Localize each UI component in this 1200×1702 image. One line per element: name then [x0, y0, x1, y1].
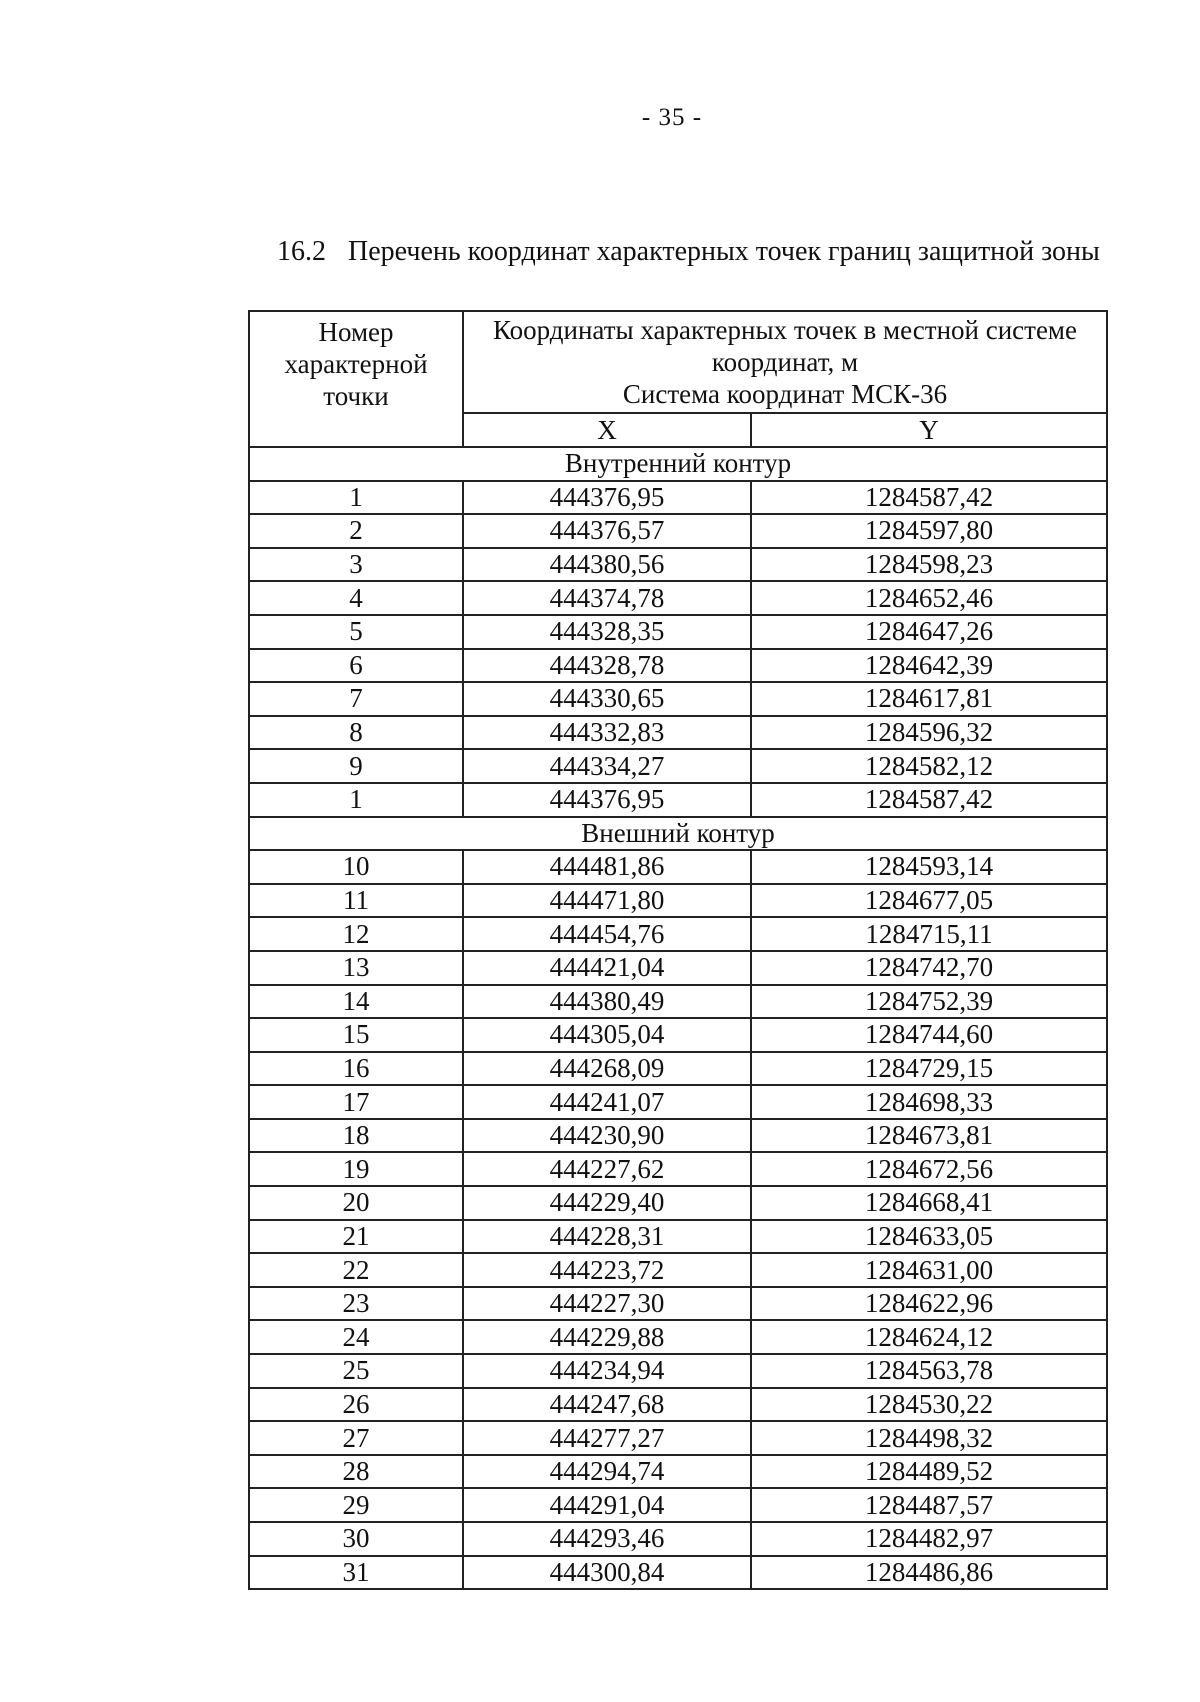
point-number-cell: 10	[249, 850, 463, 884]
y-coordinate-cell: 1284617,81	[751, 682, 1107, 716]
y-coordinate-cell: 1284673,81	[751, 1119, 1107, 1153]
point-number-cell: 12	[249, 917, 463, 951]
x-coordinate-cell: 444268,09	[463, 1052, 751, 1086]
header-point-line: точки	[323, 381, 389, 411]
point-number-cell: 28	[249, 1455, 463, 1489]
x-coordinate-cell: 444481,86	[463, 850, 751, 884]
x-coordinate-cell: 444380,49	[463, 985, 751, 1019]
y-coordinate-cell: 1284498,32	[751, 1421, 1107, 1455]
table-row	[249, 649, 1107, 683]
x-coordinate-cell: 444421,04	[463, 951, 751, 985]
x-coordinate-cell: 444300,84	[463, 1556, 751, 1590]
point-number-cell: 3	[249, 548, 463, 582]
table-row	[249, 1085, 1107, 1119]
x-coordinate-cell: 444228,31	[463, 1220, 751, 1254]
y-coordinate-cell: 1284647,26	[751, 615, 1107, 649]
point-number-cell: 6	[249, 649, 463, 683]
point-number-cell: 25	[249, 1354, 463, 1388]
section-number: 16.2	[277, 236, 326, 267]
y-coordinate-cell: 1284487,57	[751, 1488, 1107, 1522]
point-number-cell: 30	[249, 1522, 463, 1556]
x-coordinate-cell: 444376,95	[463, 481, 751, 515]
y-coordinate-cell: 1284698,33	[751, 1085, 1107, 1119]
table-row	[249, 1556, 1107, 1590]
x-coordinate-cell: 444247,68	[463, 1388, 751, 1422]
table-row	[249, 951, 1107, 985]
table-row	[249, 850, 1107, 884]
table-row	[249, 1522, 1107, 1556]
header-y: Y	[751, 413, 1107, 447]
table-row	[249, 1388, 1107, 1422]
header-coords-line: координат, м	[711, 347, 859, 377]
y-coordinate-cell: 1284486,86	[751, 1556, 1107, 1590]
point-number-cell: 9	[249, 749, 463, 783]
point-number-cell: 7	[249, 682, 463, 716]
table-row	[249, 1018, 1107, 1052]
y-coordinate-cell: 1284622,96	[751, 1287, 1107, 1321]
point-number-cell: 1	[249, 481, 463, 515]
point-number-cell: 22	[249, 1253, 463, 1287]
table-body	[249, 447, 1107, 1589]
point-number-cell: 20	[249, 1186, 463, 1220]
header-point-line: характерной	[284, 349, 428, 379]
y-coordinate-cell: 1284715,11	[751, 917, 1107, 951]
y-coordinate-cell: 1284633,05	[751, 1220, 1107, 1254]
point-number-cell: 16	[249, 1052, 463, 1086]
y-coordinate-cell: 1284596,32	[751, 716, 1107, 750]
table-row	[249, 1220, 1107, 1254]
table-row	[249, 615, 1107, 649]
x-coordinate-cell: 444330,65	[463, 682, 751, 716]
y-coordinate-cell: 1284642,39	[751, 649, 1107, 683]
y-coordinate-cell: 1284593,14	[751, 850, 1107, 884]
y-coordinate-cell: 1284631,00	[751, 1253, 1107, 1287]
y-coordinate-cell: 1284587,42	[751, 783, 1107, 817]
table-row	[249, 1287, 1107, 1321]
point-number-cell: 24	[249, 1320, 463, 1354]
point-number-cell: 14	[249, 985, 463, 1019]
y-coordinate-cell: 1284597,80	[751, 514, 1107, 548]
x-coordinate-cell: 444234,94	[463, 1354, 751, 1388]
table-row	[249, 716, 1107, 750]
y-coordinate-cell: 1284729,15	[751, 1052, 1107, 1086]
point-number-cell: 11	[249, 884, 463, 918]
y-coordinate-cell: 1284489,52	[751, 1455, 1107, 1489]
y-coordinate-cell: 1284652,46	[751, 581, 1107, 615]
table-row	[249, 1119, 1107, 1153]
x-coordinate-cell: 444374,78	[463, 581, 751, 615]
y-coordinate-cell: 1284742,70	[751, 951, 1107, 985]
section-title: Перечень координат характерных точек границ защитной зоны	[348, 236, 1100, 267]
point-number-cell: 31	[249, 1556, 463, 1590]
x-coordinate-cell: 444229,40	[463, 1186, 751, 1220]
table-row	[249, 1320, 1107, 1354]
table-row	[249, 1152, 1107, 1186]
table-row	[249, 682, 1107, 716]
point-number-cell: 29	[249, 1488, 463, 1522]
y-coordinate-cell: 1284587,42	[751, 481, 1107, 515]
table-row	[249, 917, 1107, 951]
table-row	[249, 1354, 1107, 1388]
x-coordinate-cell: 444229,88	[463, 1320, 751, 1354]
y-coordinate-cell: 1284668,41	[751, 1186, 1107, 1220]
x-coordinate-cell: 444293,46	[463, 1522, 751, 1556]
table-row	[249, 1488, 1107, 1522]
table-row	[249, 1455, 1107, 1489]
table-row	[249, 1052, 1107, 1086]
y-coordinate-cell: 1284624,12	[751, 1320, 1107, 1354]
group-label: Внутренний контур	[249, 447, 1107, 481]
page-number: - 35 -	[641, 104, 703, 131]
header-coords-line: Координаты характерных точек в местной системе	[492, 315, 1078, 345]
point-number-cell: 17	[249, 1085, 463, 1119]
y-coordinate-cell: 1284482,97	[751, 1522, 1107, 1556]
x-coordinate-cell: 444328,35	[463, 615, 751, 649]
y-coordinate-cell: 1284563,78	[751, 1354, 1107, 1388]
x-coordinate-cell: 444376,57	[463, 514, 751, 548]
point-number-cell: 5	[249, 615, 463, 649]
y-coordinate-cell: 1284598,23	[751, 548, 1107, 582]
table-row	[249, 581, 1107, 615]
header-x: X	[463, 413, 751, 447]
table-row	[249, 884, 1107, 918]
x-coordinate-cell: 444227,62	[463, 1152, 751, 1186]
table-row	[249, 783, 1107, 817]
table-row	[249, 1253, 1107, 1287]
y-coordinate-cell: 1284672,56	[751, 1152, 1107, 1186]
x-coordinate-cell: 444230,90	[463, 1119, 751, 1153]
table-row	[249, 548, 1107, 582]
point-number-cell: 19	[249, 1152, 463, 1186]
coordinates-table	[248, 310, 1108, 1590]
y-coordinate-cell: 1284530,22	[751, 1388, 1107, 1422]
point-number-cell: 23	[249, 1287, 463, 1321]
x-coordinate-cell: 444380,56	[463, 548, 751, 582]
point-number-cell: 13	[249, 951, 463, 985]
y-coordinate-cell: 1284677,05	[751, 884, 1107, 918]
point-number-cell: 2	[249, 514, 463, 548]
point-number-cell: 8	[249, 716, 463, 750]
x-coordinate-cell: 444305,04	[463, 1018, 751, 1052]
point-number-cell: 27	[249, 1421, 463, 1455]
point-number-cell: 15	[249, 1018, 463, 1052]
x-coordinate-cell: 444454,76	[463, 917, 751, 951]
y-coordinate-cell: 1284752,39	[751, 985, 1107, 1019]
section-heading	[277, 236, 1100, 268]
point-number-cell: 21	[249, 1220, 463, 1254]
table-row	[249, 1421, 1107, 1455]
point-number-cell: 1	[249, 783, 463, 817]
header-point-line: Номер	[318, 317, 394, 347]
header-coords-line: Система координат МСК-36	[622, 379, 948, 409]
y-coordinate-cell: 1284744,60	[751, 1018, 1107, 1052]
x-coordinate-cell: 444223,72	[463, 1253, 751, 1287]
x-coordinate-cell: 444332,83	[463, 716, 751, 750]
x-coordinate-cell: 444471,80	[463, 884, 751, 918]
x-coordinate-cell: 444227,30	[463, 1287, 751, 1321]
x-coordinate-cell: 444291,04	[463, 1488, 751, 1522]
header-point-number	[249, 311, 463, 447]
table-row	[249, 481, 1107, 515]
point-number-cell: 4	[249, 581, 463, 615]
x-coordinate-cell: 444328,78	[463, 649, 751, 683]
point-number-cell: 26	[249, 1388, 463, 1422]
table-row	[249, 1186, 1107, 1220]
table-row	[249, 749, 1107, 783]
x-coordinate-cell: 444277,27	[463, 1421, 751, 1455]
group-row	[249, 447, 1107, 481]
x-coordinate-cell: 444241,07	[463, 1085, 751, 1119]
table-row	[249, 514, 1107, 548]
x-coordinate-cell: 444294,74	[463, 1455, 751, 1489]
group-row	[249, 817, 1107, 851]
y-coordinate-cell: 1284582,12	[751, 749, 1107, 783]
x-coordinate-cell: 444376,95	[463, 783, 751, 817]
point-number-cell: 18	[249, 1119, 463, 1153]
header-coordinates	[463, 311, 1107, 413]
x-coordinate-cell: 444334,27	[463, 749, 751, 783]
table-row	[249, 985, 1107, 1019]
group-label: Внешний контур	[249, 817, 1107, 851]
